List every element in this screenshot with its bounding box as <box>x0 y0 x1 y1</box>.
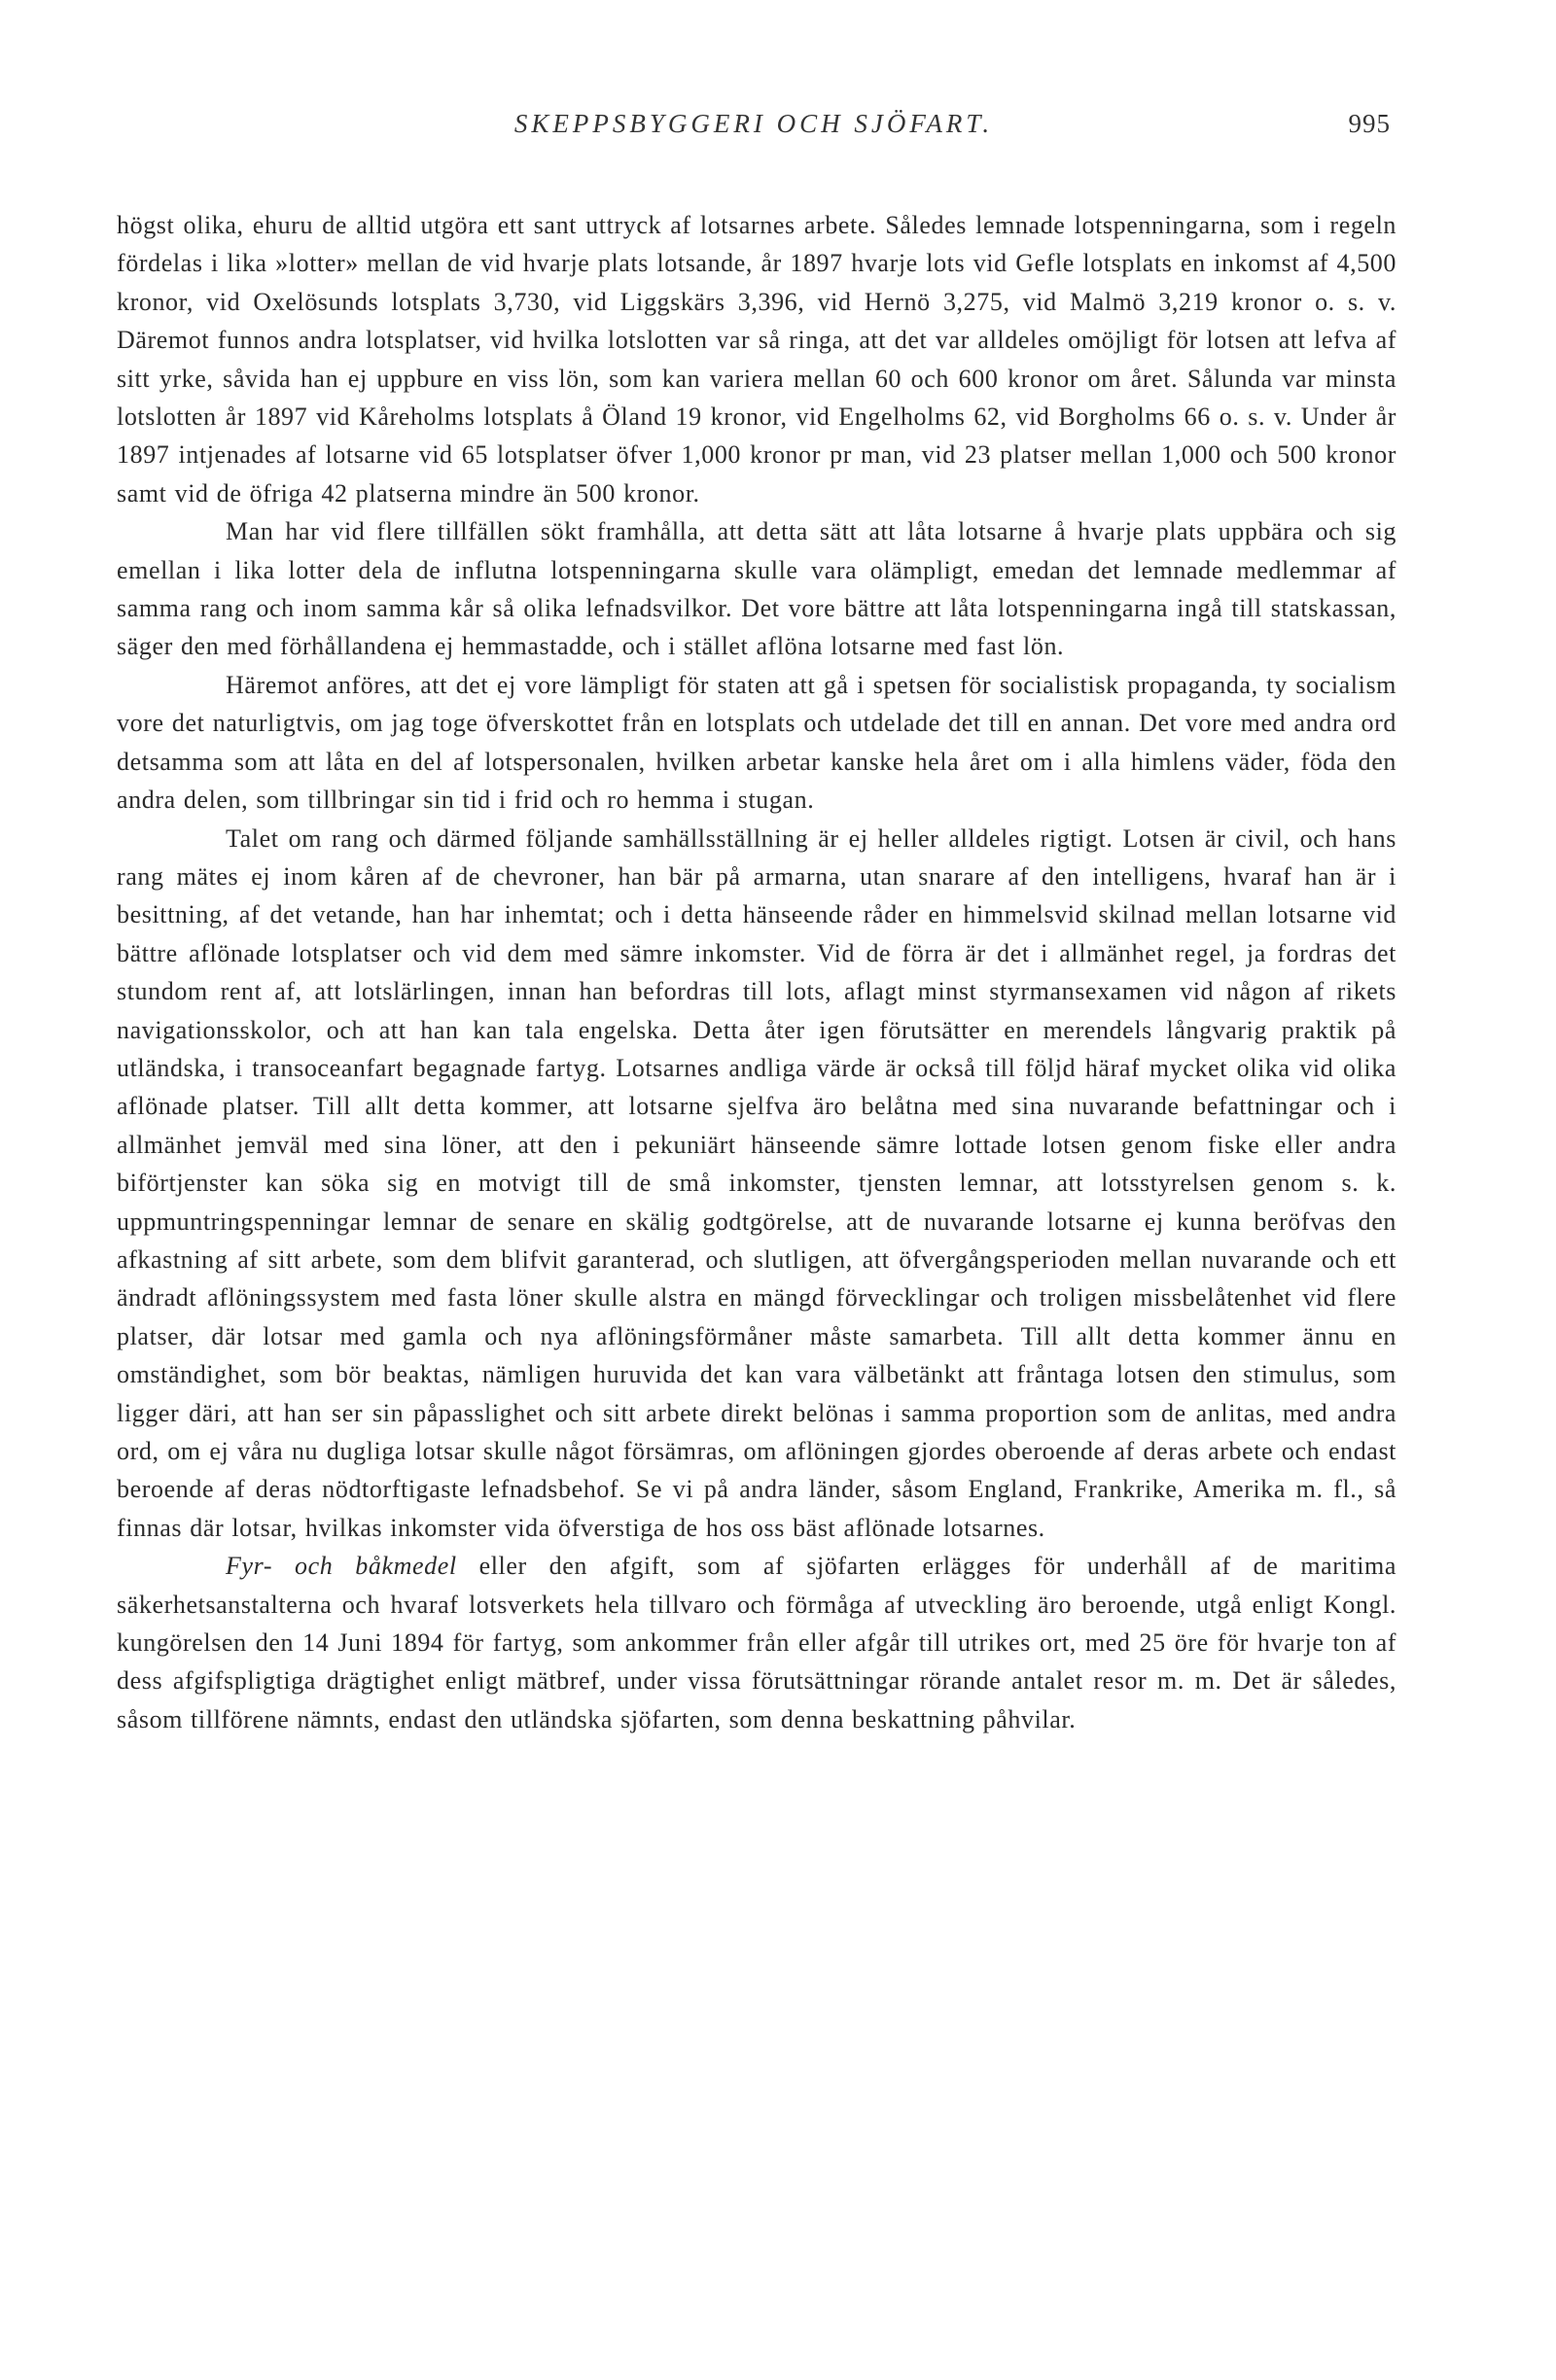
page-number: 995 <box>1348 109 1391 138</box>
running-head <box>117 109 1391 148</box>
paragraph-1: högst olika, ehuru de alltid utgöra ett sant uttryck af lotsarnes arbete. Således lemnade lotspenningarna, som i regeln fördelas i lika »lotter» mellan de vid hvarje plats lotsande, år 1897 hvarje lots vid Gefle lotsplats en inkomst af 4,500 kronor, vid Oxelösunds lotsplats 3,730, vid Liggskärs 3,396, vid Hernö 3,275, vid Malmö 3,219 kronor o. s. v. Däremot funnos andra lotsplatser, vid hvilka lotslotten var så ringa, att det var alldeles omöjligt för lotsen att lefva af sitt yrke, såvida han ej uppbure en viss lön, som kan variera mellan 60 och 600 kronor om året. Sålunda var minsta lotslotten år 1897 vid Kåreholms lotsplats å Öland 19 kronor, vid Engelholms 62, vid Borgholms 66 o. s. v. Under år 1897 intjenades af lotsarne vid 65 lotsplatser öfver 1,000 kronor pr man, vid 23 platser mellan 1,000 och 500 kronor samt vid de öfriga 42 platserna mindre än 500 kronor. <box>117 211 1397 508</box>
paragraph-4: Talet om rang och därmed följande samhällsställning är ej heller alldeles rigtigt. Lotsen är civil, och hans rang mätes ej inom kåren af de chevroner, han bär på armarna, utan snarare af den intelligens, hvaraf han är i besittning, af det vetande, han har inhemtat; och i detta hänseende råder en himmelsvid skilnad mellan lotsarne vid bättre aflönade lotsplatser och vid dem med sämre inkomster. Vid de förra är det i allmänhet regel, ja fordras det stundom rent af, att lotslärlingen, innan han befordras till lots, aflagt minst styrmansexamen vid någon af rikets navigationsskolor, och att han kan tala engelska. Detta åter igen förutsätter en merendels långvarig praktik på utländska, i transoceanfart begagnade fartyg. Lotsarnes andliga värde är också till följd häraf mycket olika vid olika aflönade platser. Till allt detta kommer, att lotsarne sjelfva äro belåtna med sina nuvarande befattningar och i allmänhet jemväl med sina löner, att den i pekuniärt hänseende sämre lottade lotsen genom fiske eller andra biförtjenster kan söka sig en motvigt till de små inkomster, tjensten lemnar, att lotsstyrelsen genom s. k. uppmuntringspenningar lemnar de senare en skälig godtgörelse, att de nuvarande lotsarne ej kunna beröfvas den afkastning af sitt arbete, som dem blifvit garanterad, och slutligen, att öfvergångsperioden mellan nuvarande och ett ändradt aflöningssystem med fasta löner skulle alstra en mängd förvecklingar och troligen missbelåtenhet vid flere platser, där lotsar med gamla och nya aflöningsförmåner måste samarbeta. Till allt detta kommer ännu en omständighet, som bör beaktas, nämligen huruvida det kan vara välbetänkt att fråntaga lotsen den stimulus, som ligger däri, att han ser sin påpasslighet och sitt arbete direkt belönas i samma proportion som de anlitas, med andra ord, om ej våra nu dugliga lotsar skulle något försämras, om aflöningen gjordes oberoende af deras arbete och endast beroende af deras nödtorftigaste lefnadsbehof. Se vi på andra länder, såsom England, Frankrike, Amerika m. fl., så finnas där lotsar, hvilkas inkomster vida öfverstiga de hos oss bäst aflönade lotsarnes. <box>117 823 1397 1542</box>
paragraph-2: Man har vid flere tillfällen sökt framhålla, att detta sätt att låta lotsarne å hvarje plats uppbära och sig emellan i lika lotter dela de influtna lotspenningarna skulle vara olämpligt, emedan det lemnade medlemmar af samma rang och inom samma kår så olika lefnadsvilkor. Det vore bättre att låta lotspenningarna ingå till statskassan, säger den med förhållandena ej hemmastadde, och i stället aflöna lotsarne med fast lön. <box>117 517 1397 661</box>
paragraph-5-text: eller den afgift, som af sjöfarten erlägges för underhåll af de maritima säkerhetsanstalterna och hvaraf lotsverkets hela tillvaro och förmåga af utveckling äro beroende, utgå enligt Kongl. kungörelsen den 14 Juni 1894 för fartyg, som ankommer från eller afgår till utrikes ort, med 25 öre för hvarje ton af dess afgifspligtiga drägtighet enligt mätbref, under vissa förutsättningar rörande antalet resor m. m. Det är således, såsom tillförene nämnts, endast den utländska sjöfarten, som denna beskattning påhvilar. <box>117 1552 1397 1733</box>
running-title: SKEPPSBYGGERI OCH SJÖFART. <box>513 109 994 138</box>
body-text <box>117 206 1397 1738</box>
paragraph-3: Häremot anföres, att det ej vore lämpligt för staten att gå i spetsen för socialistisk propaganda, ty socialism vore det naturligtvis, om jag toge öfverskottet från en lotsplats och utdelade det till en annan. Det vore med andra ord detsamma som att låta en del af lotspersonalen, hvilken arbetar kanske hela året om i alla himlens väder, föda den andra delen, som tillbringar sin tid i frid och ro hemma i stugan. <box>117 670 1397 815</box>
paragraph-5-lead: Fyr- och båkmedel <box>226 1552 457 1581</box>
paragraph-5 <box>117 1547 1397 1738</box>
